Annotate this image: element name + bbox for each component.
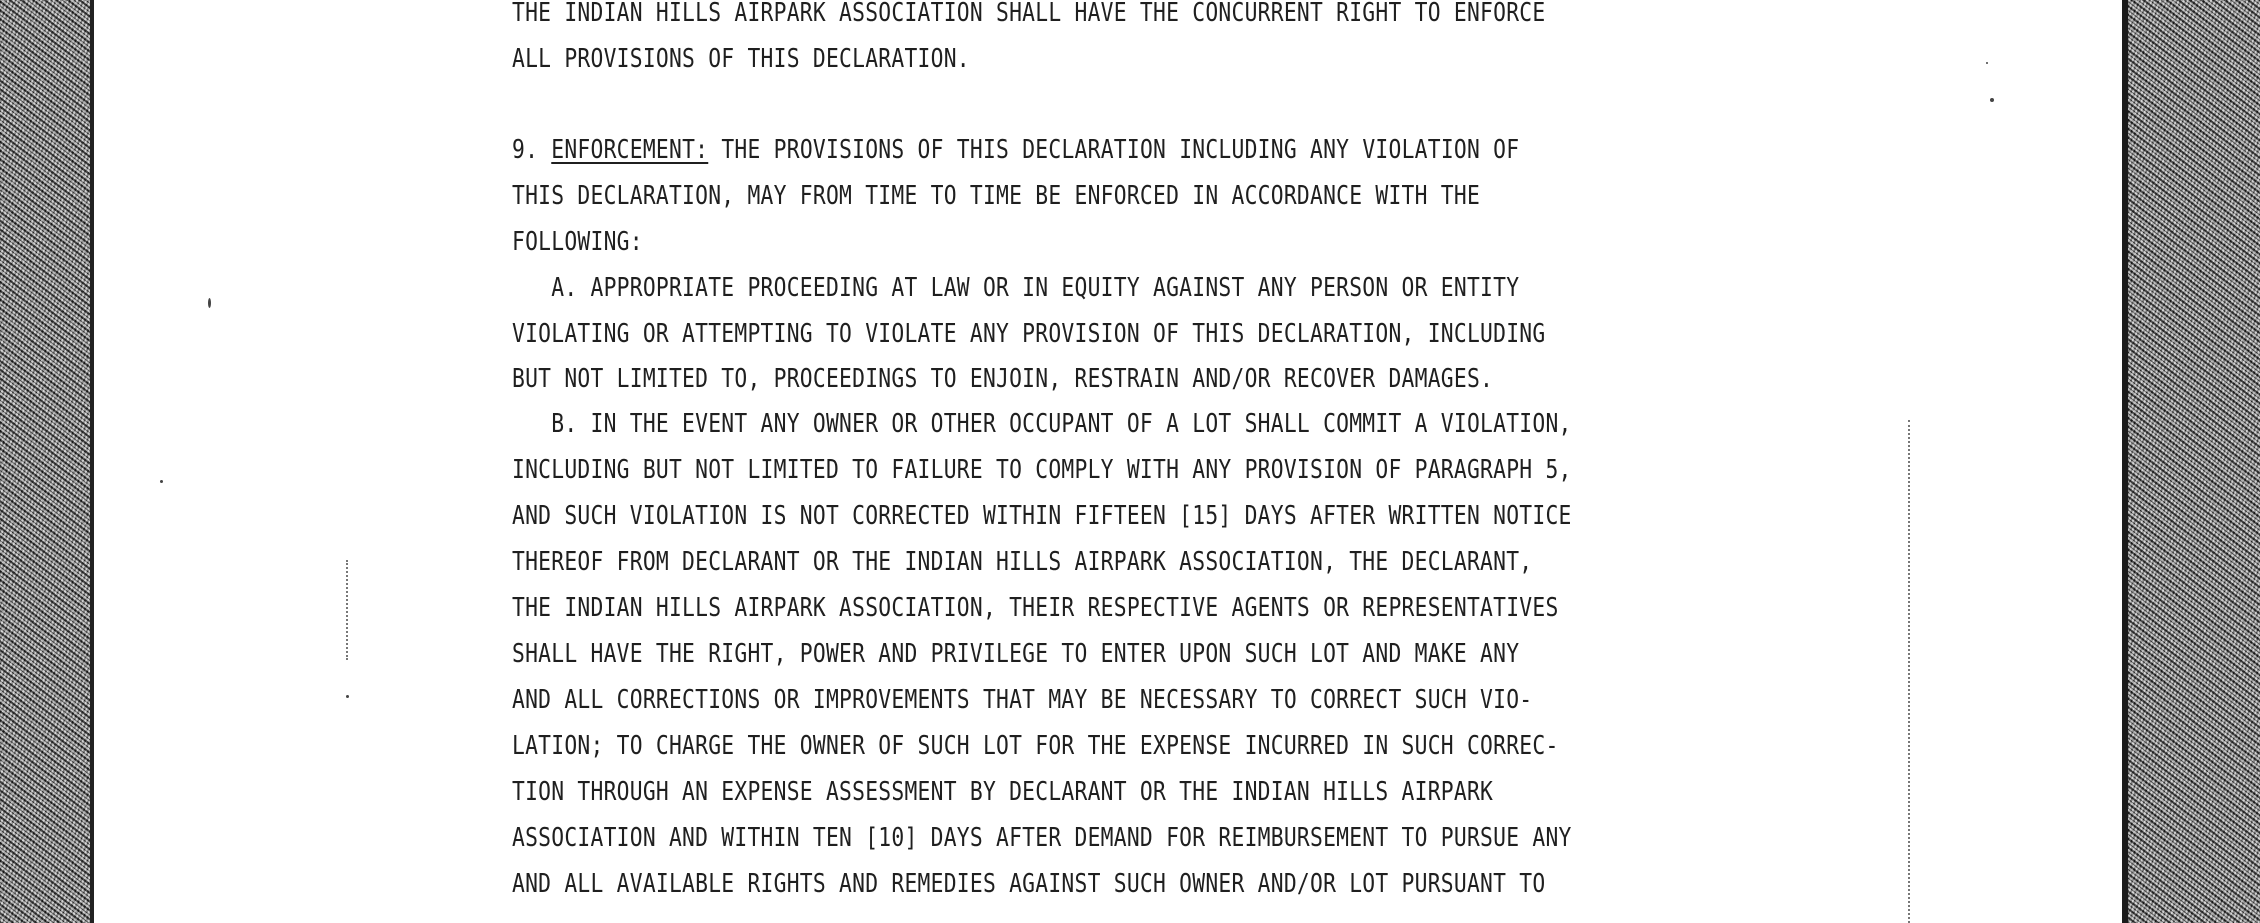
section-intro: THE PROVISIONS OF THIS DECLARATION INCLUDING ANY VIOLATION OF: [708, 135, 1520, 165]
item-b-line: LATION; TO CHARGE THE OWNER OF SUCH LOT FOR THE EXPENSE INCURRED IN SUCH CORREC-: [512, 731, 1559, 761]
scan-speck: [346, 695, 349, 698]
item-b-line: TION THROUGH AN EXPENSE ASSESSMENT BY DECLARANT OR THE INDIAN HILLS AIRPARK: [512, 777, 1494, 807]
section9-intro-line: FOLLOWING:: [512, 227, 643, 257]
item-a-line: BUT NOT LIMITED TO, PROCEEDINGS TO ENJOIN, RESTRAIN AND/OR RECOVER DAMAGES.: [512, 364, 1494, 394]
item-a-line: VIOLATING OR ATTEMPTING TO VIOLATE ANY PROVISION OF THIS DECLARATION, INCLUDING: [512, 319, 1546, 349]
section9-intro-line: THIS DECLARATION, MAY FROM TIME TO TIME BE ENFORCED IN ACCORDANCE WITH THE: [512, 181, 1481, 211]
item-b-line: SHALL HAVE THE RIGHT, POWER AND PRIVILEGE TO ENTER UPON SUCH LOT AND MAKE ANY: [512, 639, 1520, 669]
item-b-line: THEREOF FROM DECLARANT OR THE INDIAN HILLS AIRPARK ASSOCIATION, THE DECLARANT,: [512, 547, 1533, 577]
section-heading: ENFORCEMENT:: [551, 135, 709, 165]
para8-line: THE INDIAN HILLS AIRPARK ASSOCIATION SHALL HAVE THE CONCURRENT RIGHT TO ENFORCE: [512, 0, 1546, 28]
section9-heading-line: [512, 135, 1519, 165]
item-b-line: THE INDIAN HILLS AIRPARK ASSOCIATION, THEIR RESPECTIVE AGENTS OR REPRESENTATIVES: [512, 593, 1559, 623]
scan-speck: [208, 298, 211, 308]
scan-mark-left: [346, 560, 348, 660]
item-b-line: INCLUDING BUT NOT LIMITED TO FAILURE TO COMPLY WITH ANY PROVISION OF PARAGRAPH 5,: [512, 455, 1572, 485]
item-b-line: ASSOCIATION AND WITHIN TEN [10] DAYS AFTER DEMAND FOR REIMBURSEMENT TO PURSUE ANY: [512, 823, 1572, 853]
scan-speck: [1990, 98, 1994, 102]
item-a-line: A. APPROPRIATE PROCEEDING AT LAW OR IN EQUITY AGAINST ANY PERSON OR ENTITY: [512, 273, 1520, 303]
item-b-line: AND SUCH VIOLATION IS NOT CORRECTED WITHIN FIFTEEN [15] DAYS AFTER WRITTEN NOTICE: [512, 501, 1572, 531]
scan-speck: [1986, 62, 1988, 64]
item-b-line: B. IN THE EVENT ANY OWNER OR OTHER OCCUPANT OF A LOT SHALL COMMIT A VIOLATION,: [512, 409, 1572, 439]
scan-border-left: [0, 0, 94, 923]
document-page: [94, 0, 2122, 923]
scan-border-right: [2122, 0, 2260, 923]
item-b-line: AND ALL AVAILABLE RIGHTS AND REMEDIES AGAINST SUCH OWNER AND/OR LOT PURSUANT TO: [512, 869, 1546, 899]
scan-speck: [160, 480, 163, 483]
item-b-line: AND ALL CORRECTIONS OR IMPROVEMENTS THAT MAY BE NECESSARY TO CORRECT SUCH VIO-: [512, 685, 1533, 715]
scan-mark-right: [1908, 420, 1910, 923]
para8-line: ALL PROVISIONS OF THIS DECLARATION.: [512, 44, 970, 74]
section-number: 9.: [512, 135, 552, 165]
